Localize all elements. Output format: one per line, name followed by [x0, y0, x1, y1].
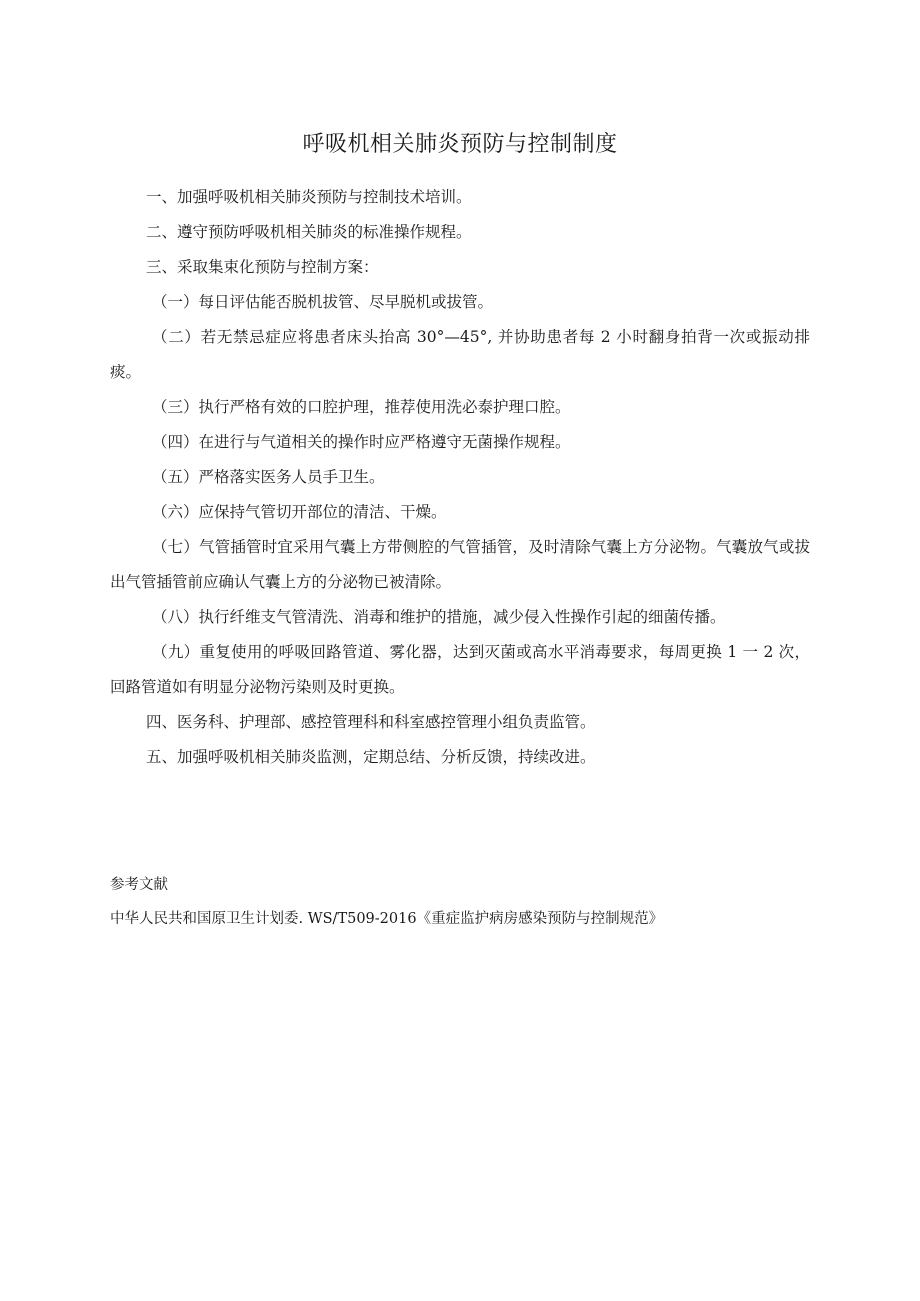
subsection-paragraph-4: （四）在进行与气道相关的操作时应严格遵守无菌操作规程。 — [152, 433, 571, 451]
document-body — [110, 180, 810, 775]
subsection-paragraph-3: （三）执行严格有效的口腔护理，推荐使用洗必泰护理口腔。 — [152, 398, 571, 416]
section-paragraph-1: 一、加强呼吸机相关肺炎预防与控制技术培训。 — [146, 188, 472, 206]
section-paragraph-3: 三、采取集束化预防与控制方案： — [146, 258, 379, 276]
reference-item: 中华人民共和国原卫生计划委. WS/T509-2016《重症监护病房感染预防与控制规范》 — [110, 911, 664, 927]
subsection-paragraph-6: （六）应保持气管切开部位的清洁、干燥。 — [152, 503, 447, 521]
references-heading: 参考文献 — [110, 877, 168, 893]
subsection-paragraph-8: （八）执行纤维支气管清洗、消毒和维护的措施，减少侵入性操作引起的细菌传播。 — [152, 608, 726, 626]
subsection-paragraph-9: （九）重复使用的呼吸回路管道、雾化器，达到灭菌或高水平消毒要求，每周更换 1 一 2 次，回路管道如有明显分泌物污染则及时更换。 — [110, 643, 810, 696]
section-paragraph-4: 四、医务科、护理部、感控管理科和科室感控管理小组负责监管。 — [146, 713, 596, 731]
section-paragraph-5: 五、加强呼吸机相关肺炎监测，定期总结、分析反馈，持续改进。 — [146, 748, 596, 766]
subsection-paragraph-1: （一）每日评估能否脱机拔管、尽早脱机或拔管。 — [152, 293, 494, 311]
subsection-paragraph-2: （二）若无禁忌症应将患者床头抬高 30°—45°, 并协助患者每 2 小时翻身拍背一次或振动排痰。 — [110, 328, 810, 381]
references-section — [110, 868, 810, 936]
subsection-paragraph-5: （五）严格落实医务人员手卫生。 — [152, 468, 385, 486]
document-title: 呼吸机相关肺炎预防与控制制度 — [302, 132, 618, 157]
section-paragraph-2: 二、遵守预防呼吸机相关肺炎的标准操作规程。 — [146, 223, 472, 241]
subsection-paragraph-7: （七）气管插管时宜采用气囊上方带侧腔的气管插管，及时清除气囊上方分泌物。气囊放气或拔出气管插管前应确认气囊上方的分泌物已被清除。 — [110, 538, 810, 591]
